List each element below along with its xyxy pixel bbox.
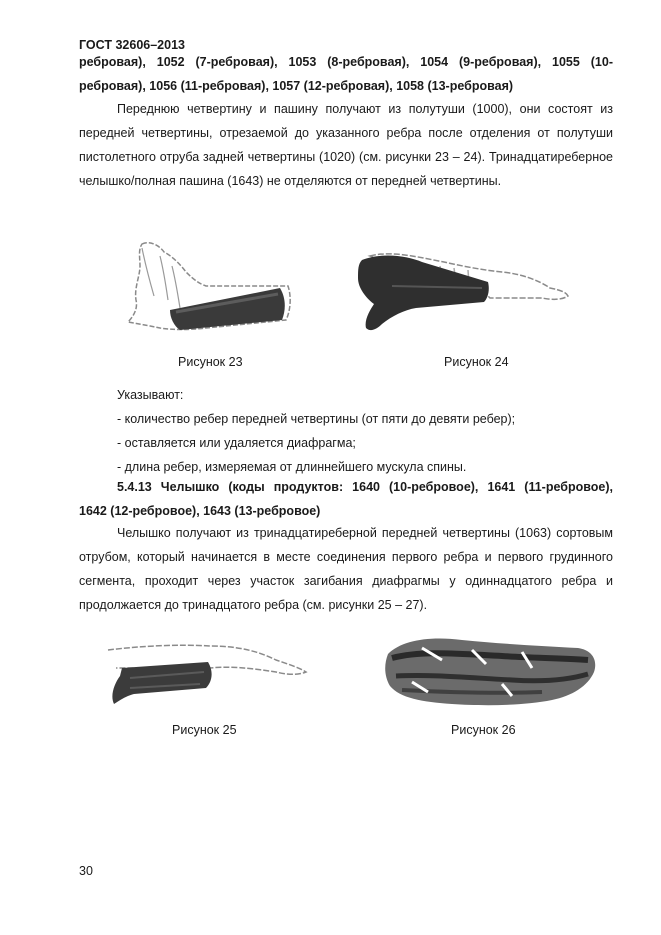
figure-25-caption: Рисунок 25 bbox=[172, 723, 237, 737]
section-heading-continued-line2: ребровая), 1056 (11-ребровая), 1057 (12-ребровая), 1058 (13-ребровая) bbox=[79, 79, 514, 93]
figure-24-image bbox=[352, 248, 574, 336]
paragraph-forequarter: Переднюю четвертину и пашину получают из полутуши (1000), они состоят из передней четвертины, отрезаемой до указанного ребра после отделения от полутуши пистолетного отруба задней четвертины (1020) (см. рисунки 23 – 24). Тринадцатиреберное челышко/полная пашина (1643) не отделяются от передней четвертины. bbox=[79, 102, 613, 188]
document-id: ГОСТ 32606–2013 bbox=[79, 38, 185, 52]
figure-26-caption: Рисунок 26 bbox=[451, 723, 516, 737]
paragraph-brisket: Челышко получают из тринадцатиреберной передней четвертины (1063) сортовым отрубом, который начинается в месте соединения первого ребра и первого грудинного сегмента, проходит через участок загибания диафрагмы у одиннадцатого ребра и продолжается до тринадцатого ребра (см. рисунки 25 – 27). bbox=[79, 526, 613, 612]
specify-label: Указывают: bbox=[117, 388, 184, 402]
figure-24-caption: Рисунок 24 bbox=[444, 355, 509, 369]
list-item: - длина ребер, измеряемая от длиннейшего мускула спины. bbox=[117, 460, 467, 474]
figure-23-caption: Рисунок 23 bbox=[178, 355, 243, 369]
figure-25-image bbox=[100, 638, 314, 706]
section-5413-heading-line2: 1642 (12-ребровое), 1643 (13-ребровое) bbox=[79, 504, 321, 518]
figure-26-image bbox=[382, 630, 604, 714]
section-5413-heading-line1: 5.4.13 Челышко (коды продуктов: 1640 (10-ребровое), 1641 (11-ребровое), bbox=[117, 480, 613, 494]
figure-23-image bbox=[120, 238, 320, 338]
section-heading-continued-line1: ребровая), 1052 (7-ребровая), 1053 (8-ребровая), 1054 (9-ребровая), 1055 (10- bbox=[79, 55, 613, 69]
page-number: 30 bbox=[79, 864, 93, 878]
list-item: - количество ребер передней четвертины (от пяти до девяти ребер); bbox=[117, 412, 516, 426]
list-item: - оставляется или удаляется диафрагма; bbox=[117, 436, 356, 450]
specify-list bbox=[117, 383, 613, 479]
